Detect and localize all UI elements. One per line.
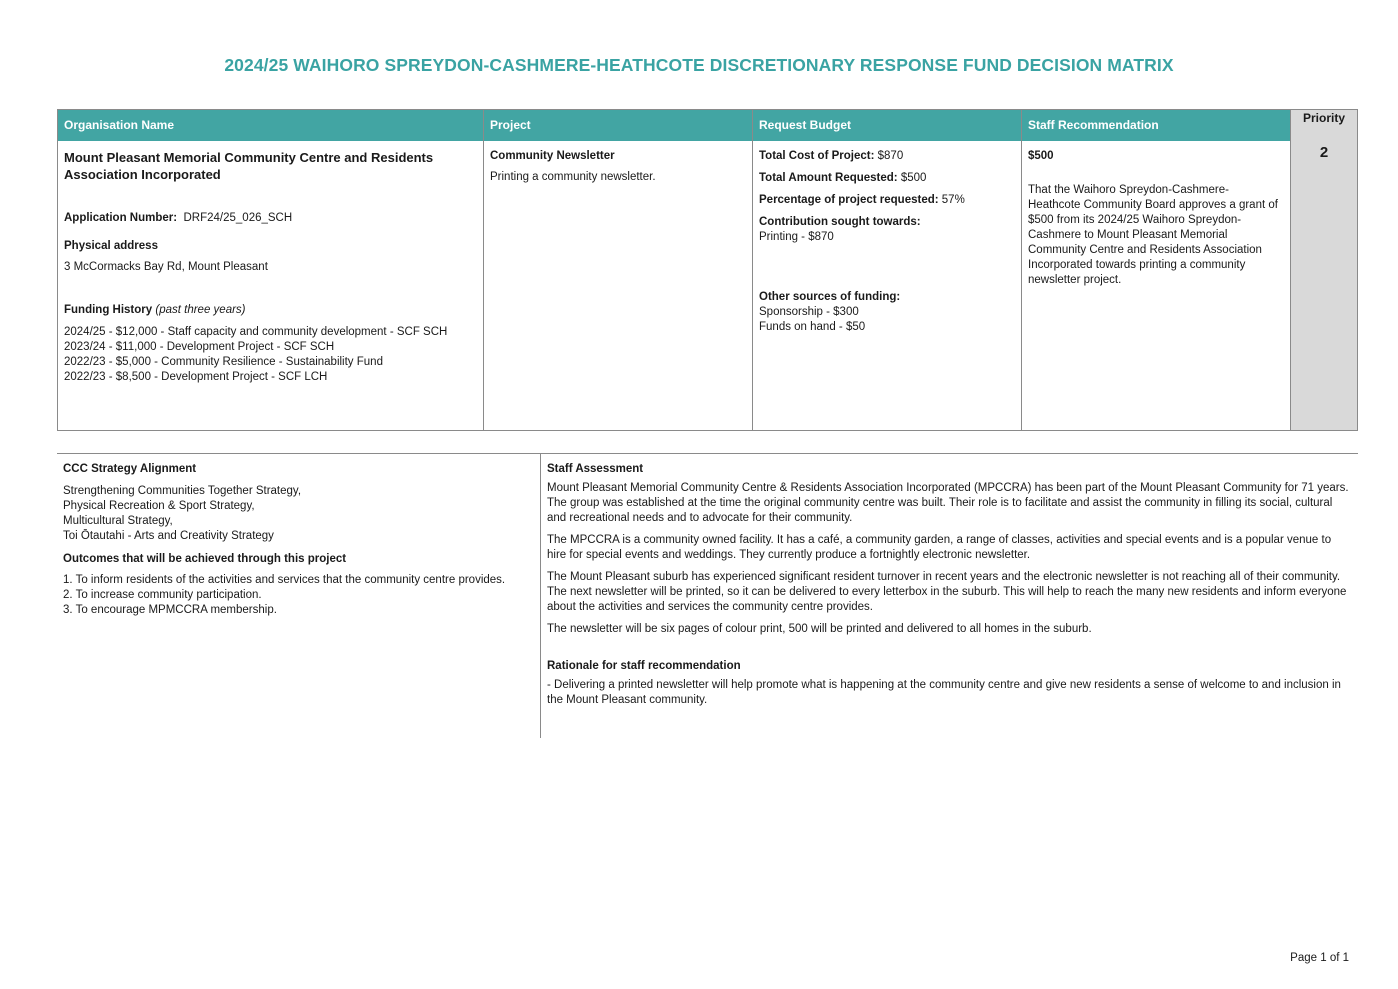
- recommendation-header: Staff Recommendation: [1022, 110, 1290, 141]
- rationale-label: Rationale for staff recommendation: [547, 660, 741, 672]
- list-item: 1. To inform residents of the activities and services that the community centre provides.: [63, 574, 506, 586]
- physical-address: 3 McCormacks Bay Rd, Mount Pleasant: [64, 261, 268, 273]
- budget-column: [753, 110, 1022, 430]
- total-cost-value: $870: [877, 150, 904, 162]
- list-item: 2022/23 - $5,000 - Community Resilience - Sustainability Fund: [64, 356, 383, 368]
- organisation-column: [58, 110, 484, 430]
- strategy-panel: [57, 454, 541, 738]
- assessment-paragraph: The newsletter will be six pages of colour print, 500 will be printed and delivered to all homes in the suburb.: [547, 623, 1092, 635]
- priority-value: 2: [1319, 144, 1329, 161]
- list-item: 2022/23 - $8,500 - Development Project - SCF LCH: [64, 371, 328, 383]
- staff-assessment-panel: [541, 454, 1358, 738]
- total-cost-label: Total Cost of Project:: [759, 150, 875, 162]
- percentage-label: Percentage of project requested:: [759, 194, 939, 206]
- percentage-row: [759, 193, 1015, 208]
- strategy-list: [63, 484, 534, 544]
- amount-requested-label: Total Amount Requested:: [759, 172, 898, 184]
- budget-header: Request Budget: [753, 110, 1021, 141]
- assessment-paragraph: The MPCCRA is a community owned facility. It has a café, a community garden, a range of classes, activities and special events and is a popular venue to hire for special events and weddings. They currently produce a fortnightly electronic newsletter.: [547, 534, 1332, 561]
- project-column: [484, 110, 753, 430]
- amount-requested-value: $500: [900, 172, 927, 184]
- list-item: 2023/24 - $11,000 - Development Project - SCF SCH: [64, 341, 335, 353]
- organisation-header: Organisation Name: [58, 110, 483, 141]
- funding-history-label: Funding History: [64, 304, 153, 316]
- assessment-section: [57, 453, 1358, 737]
- list-item: 2. To increase community participation.: [63, 589, 262, 601]
- list-item: 3. To encourage MPMCCRA membership.: [63, 604, 277, 616]
- total-cost-row: [759, 149, 1015, 164]
- recommendation-amount: $500: [1028, 150, 1054, 162]
- document-title: 2024/25 WAIHORO SPREYDON-CASHMERE-HEATHCOTE DISCRETIONARY RESPONSE FUND DECISION MATRIX: [224, 55, 1174, 75]
- outcomes-label: Outcomes that will be achieved through this project: [63, 553, 347, 565]
- contribution-label: Contribution sought towards:: [759, 216, 921, 228]
- project-header: Project: [484, 110, 752, 141]
- list-item: Strengthening Communities Together Strategy,: [63, 485, 302, 497]
- project-description: Printing a community newsletter.: [490, 171, 656, 183]
- list-item: Multicultural Strategy,: [63, 515, 173, 527]
- physical-address-label: Physical address: [64, 240, 158, 252]
- application-number-label: Application Number:: [64, 212, 178, 224]
- application-number: DRF24/25_026_SCH: [183, 212, 293, 224]
- percentage-value: 57%: [941, 194, 965, 206]
- funding-history-list: [64, 325, 477, 385]
- list-item: Funds on hand - $50: [759, 321, 866, 333]
- list-item: Toi Ōtautahi - Arts and Creativity Strategy: [63, 530, 274, 542]
- funding-history-heading: [64, 303, 477, 318]
- project-name: Community Newsletter: [490, 150, 615, 162]
- application-number-row: [64, 211, 477, 226]
- assessment-paragraph: Mount Pleasant Memorial Community Centre & Residents Association Incorporated (MPCCRA) has been part of the Mount Pleasant Community for 71 years. The group was established at the time the original community centre was built. Their role is to facilitate and assist the community in filling its social, cultural and recreational needs and to advocate for their community.: [547, 482, 1349, 524]
- outcomes-list: [63, 573, 534, 618]
- list-item: Sponsorship - $300: [759, 306, 859, 318]
- organisation-name: Mount Pleasant Memorial Community Centre and Residents Association Incorporated: [64, 150, 434, 182]
- recommendation-text: That the Waihoro Spreydon-Cashmere-Heathcote Community Board approves a grant of $500 from its 2024/25 Waihoro Spreydon-Cashmere to Mount Pleasant Memorial Community Centre and Residents Association Incorporated towards printing a community newsletter project.: [1028, 184, 1278, 286]
- priority-column: [1291, 110, 1357, 430]
- recommendation-column: [1022, 110, 1291, 430]
- amount-requested-row: [759, 171, 1015, 186]
- priority-header: Priority: [1291, 110, 1357, 141]
- other-sources-label: Other sources of funding:: [759, 291, 901, 303]
- page-number: Page 1 of 1: [1290, 952, 1349, 964]
- contribution-value: Printing - $870: [759, 231, 834, 243]
- funding-history-note: (past three years): [155, 304, 246, 316]
- list-item: Physical Recreation & Sport Strategy,: [63, 500, 255, 512]
- staff-assessment-label: Staff Assessment: [547, 463, 644, 475]
- list-item: 2024/25 - $12,000 - Staff capacity and community development - SCF SCH: [64, 326, 448, 338]
- decision-matrix-table: [57, 109, 1358, 431]
- assessment-paragraph: The Mount Pleasant suburb has experienced significant resident turnover in recent years and the electronic newsletter is not reaching all of their community. The next newsletter will be printed, so it can be delivered to every letterbox in the suburb. This will help to reach the many new residents and inform everyone about the activities and services the community centre provides.: [547, 571, 1347, 613]
- staff-assessment-body: [547, 481, 1352, 637]
- strategy-label: CCC Strategy Alignment: [63, 463, 197, 475]
- rationale-text: - Delivering a printed newsletter will help promote what is happening at the community centre and give new residents a sense of welcome to and inclusion in the Mount Pleasant community.: [547, 679, 1341, 706]
